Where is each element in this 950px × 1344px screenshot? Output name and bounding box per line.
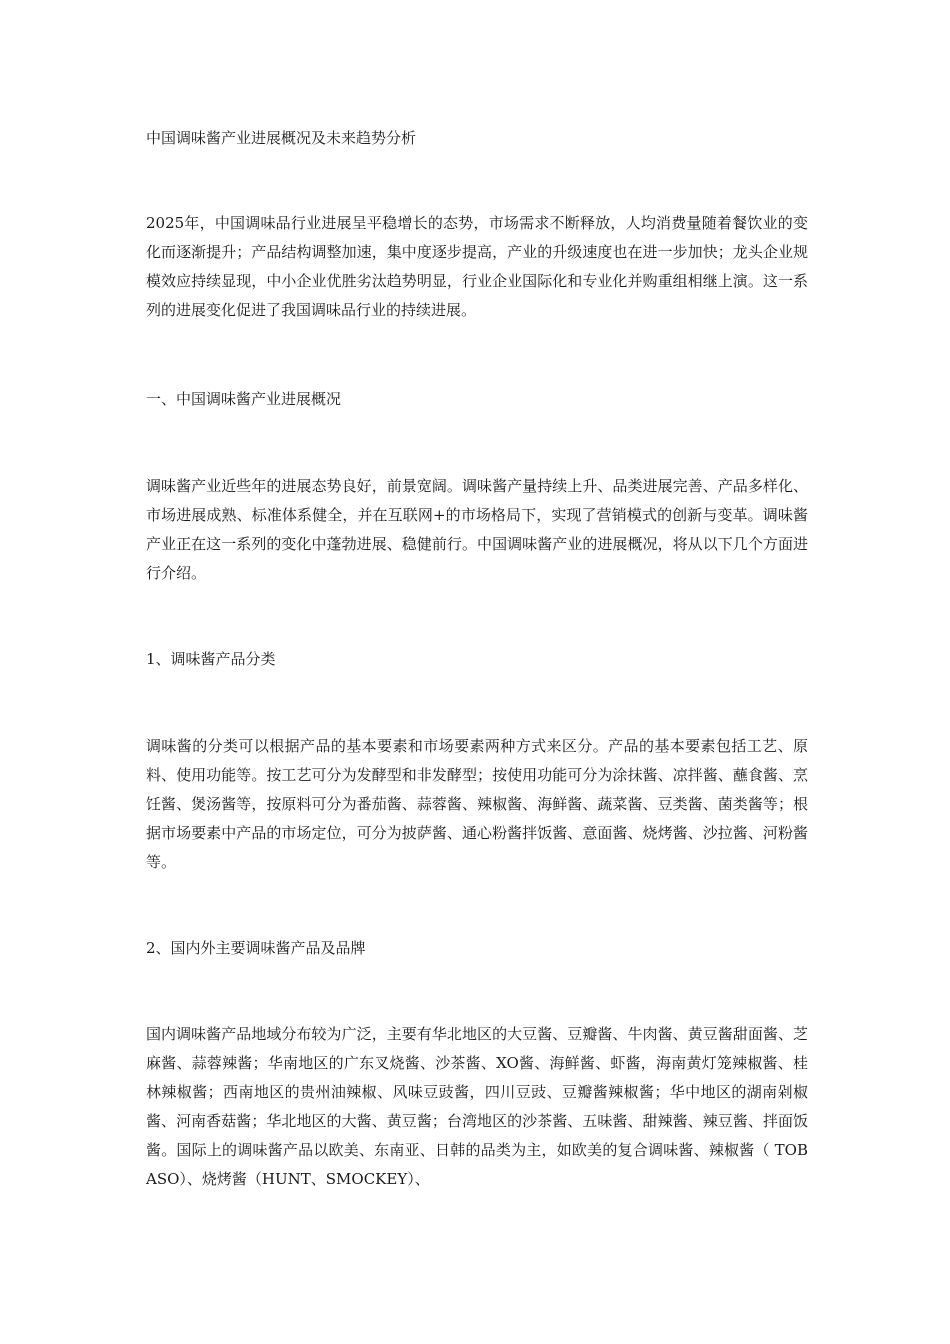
subsection-2-paragraph: 国内调味酱产品地域分布较为广泛，主要有华北地区的大豆酱、豆瓣酱、牛肉酱、黄豆酱甜面酱、芝麻酱、蒜蓉辣酱；华南地区的广东叉烧酱、沙茶酱、XO酱、海鲜酱、虾酱，海南黄灯笼辣椒酱、桂林辣椒酱；西南地区的贵州油辣椒、风味豆豉酱，四川豆豉、豆瓣酱辣椒酱；华中地区的湖南剁椒酱、河南香菇酱；华北地区的大酱、黄豆酱；台湾地区的沙茶酱、五味酱、甜辣酱、辣豆酱、拌面饭酱。国际上的调味酱产品以欧美、东南亚、日韩的品类为主，如欧美的复合调味酱、辣椒酱（ TOBASO）、烧烤酱（HUNT、SMOCKEY）、: [146, 1025, 808, 1188]
document-title: 中国调味酱产业进展概况及未来趋势分析: [146, 129, 417, 147]
subsection-1-heading: 1、调味酱产品分类: [146, 650, 276, 668]
intro-paragraph: 2025年，中国调味品行业进展呈平稳增长的态势，市场需求不断释放，人均消费量随着餐饮业的变化而逐渐提升；产品结构调整加速，集中度逐步提高，产业的升级速度也在进一步加快；龙头企业规模效应持续显现，中小企业优胜劣汰趋势明显，行业企业国际化和专业化并购重组相继上演。这一系列的进展变化促进了我国调味品行业的持续进展。: [146, 214, 808, 319]
subsection-2-heading: 2、国内外主要调味酱产品及品牌: [146, 939, 366, 957]
section-1-paragraph: 调味酱产业近些年的进展态势良好，前景宽阔。调味酱产量持续上升、品类进展完善、产品多样化、市场进展成熟、标准体系健全，并在互联网+的市场格局下，实现了营销模式的创新与变革。调味酱产业正在这一系列的变化中蓬勃进展、稳健前行。中国调味酱产业的进展概况，将从以下几个方面进行介绍。: [146, 477, 808, 582]
section-1-heading: 一、中国调味酱产业进展概况: [146, 390, 342, 408]
subsection-1-paragraph: 调味酱的分类可以根据产品的基本要素和市场要素两种方式来区分。产品的基本要素包括工艺、原料、使用功能等。按工艺可分为发酵型和非发酵型；按使用功能可分为涂抹酱、凉拌酱、蘸食酱、烹饪酱、煲汤酱等，按原料可分为番茄酱、蒜蓉酱、辣椒酱、海鲜酱、蔬菜酱、豆类酱、菌类酱等；根据市场要素中产品的市场定位，可分为披萨酱、通心粉酱拌饭酱、意面酱、烧烤酱、沙拉酱、河粉酱等。: [146, 737, 808, 871]
